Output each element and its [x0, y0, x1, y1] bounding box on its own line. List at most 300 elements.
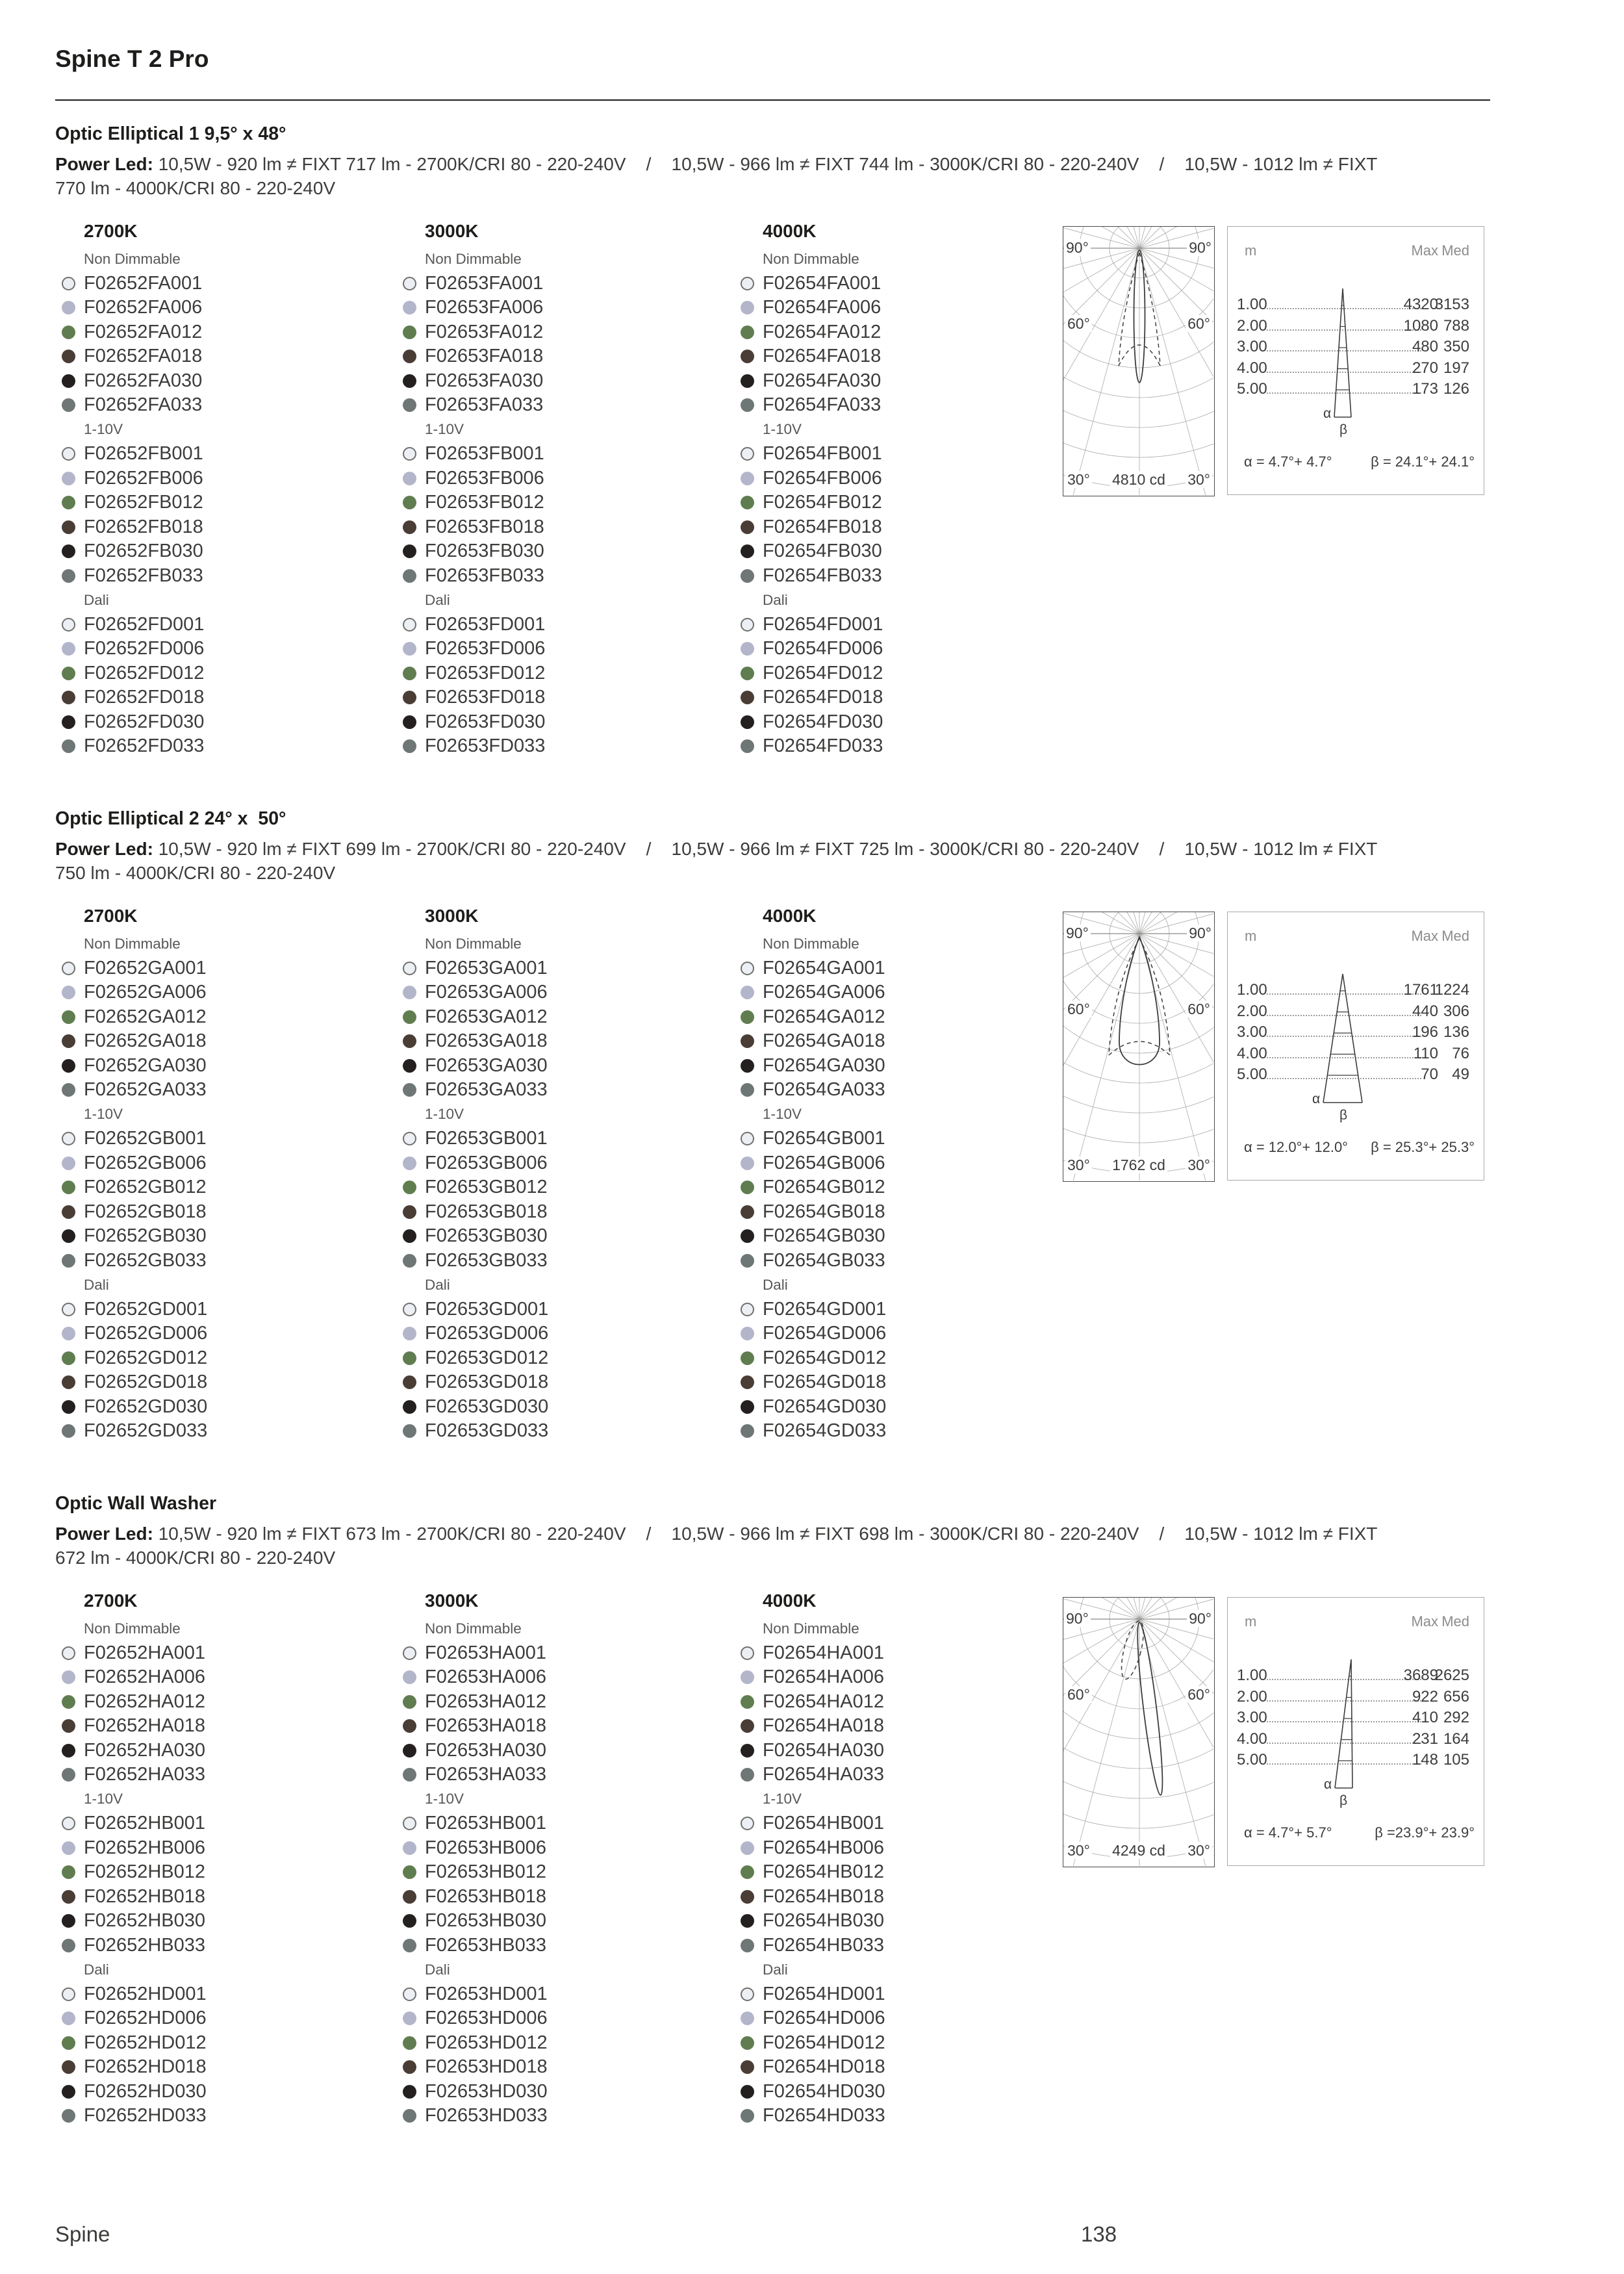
- product-row: [734, 1224, 1046, 1249]
- product-row: [734, 1641, 1046, 1666]
- beta-symbol: β: [1339, 422, 1348, 437]
- product-row: [396, 1370, 708, 1395]
- product-code: F02654HA006: [763, 1667, 885, 1688]
- finish-dot-033: [741, 1254, 754, 1268]
- product-row: [55, 539, 367, 564]
- finish-dot-018: [741, 1034, 754, 1048]
- product-row: [396, 1224, 708, 1249]
- product-code: F02654GB033: [763, 1249, 885, 1271]
- product-row: [396, 1836, 708, 1861]
- finish-dot-012: [741, 326, 754, 339]
- max-value: 410: [1412, 1709, 1438, 1726]
- angle-label-90-right: 90°: [1187, 925, 1213, 941]
- product-code: F02652GB006: [84, 1152, 207, 1173]
- temp-column-3000K: [396, 1591, 708, 2128]
- product-code: F02653GA012: [425, 1006, 548, 1027]
- finish-dot-012: [62, 1181, 75, 1194]
- product-row: [396, 296, 708, 320]
- finish-dot-033: [403, 569, 416, 583]
- product-row: [55, 393, 367, 418]
- product-code: F02653GA030: [425, 1054, 548, 1076]
- finish-dot-001: [62, 1646, 75, 1660]
- product-code: F02653HB030: [425, 1910, 547, 1932]
- product-row: [55, 1054, 367, 1079]
- product-row: [396, 344, 708, 369]
- product-code: F02652HD030: [84, 2080, 207, 2102]
- power-led-values: 10,5W - 920 lm ≠ FIXT 717 lm - 2700K/CRI 80 - 220-240V / 10,5W - 966 lm ≠ FIXT 744 lm - 3000K/CRI 80 - 220-240V / 10,5W - 1012 lm ≠ FIXT: [158, 154, 1378, 174]
- product-code: F02654GB006: [763, 1152, 885, 1173]
- max-value: 270: [1412, 359, 1438, 377]
- product-code: F02652GB012: [84, 1177, 207, 1198]
- temp-header: 3000K: [425, 1591, 479, 1611]
- product-row: [55, 613, 367, 637]
- finish-dot-033: [403, 1939, 416, 1952]
- angle-label-90-right: 90°: [1187, 239, 1213, 256]
- finish-dot-033: [741, 569, 754, 583]
- meter-value: 2.00: [1237, 1687, 1267, 1706]
- finish-dot-001: [403, 1646, 416, 1660]
- meter-value: 1.00: [1237, 1667, 1267, 1684]
- product-code: F02652FD033: [84, 735, 205, 757]
- meter-column-header: m: [1245, 242, 1257, 259]
- product-code: F02654FB033: [763, 565, 882, 586]
- product-row: [55, 1175, 367, 1200]
- product-row: [55, 1322, 367, 1346]
- product-row: [55, 1836, 367, 1861]
- meter-value: 2.00: [1237, 1002, 1267, 1020]
- finish-dot-012: [62, 326, 75, 339]
- finish-dot-012: [741, 2036, 754, 2050]
- product-row: [396, 710, 708, 735]
- product-row: [734, 1078, 1046, 1103]
- product-code: F02653HD001: [425, 1983, 548, 2004]
- finish-dot-030: [403, 715, 416, 729]
- finish-dot-033: [403, 739, 416, 753]
- product-code: F02653GD018: [425, 1372, 549, 1393]
- finish-dot-001: [741, 1303, 754, 1316]
- product-row: [55, 637, 367, 661]
- finish-dot-018: [741, 2060, 754, 2074]
- finish-dot-033: [403, 1254, 416, 1268]
- product-code: F02652FD030: [84, 711, 205, 732]
- meter-value: 1.00: [1237, 296, 1267, 313]
- product-row: [734, 320, 1046, 345]
- dimming-group-label: 1-10V: [763, 1791, 802, 1808]
- dimming-group-label: Dali: [425, 1961, 450, 1978]
- product-code: F02652GA001: [84, 957, 207, 978]
- finish-dot-030: [403, 2085, 416, 2099]
- product-row: [734, 1200, 1046, 1225]
- product-row: [396, 466, 708, 491]
- product-row: [55, 1078, 367, 1103]
- product-code: F02652FA018: [84, 346, 203, 367]
- angle-label-90-left: 90°: [1064, 925, 1091, 941]
- product-row: [734, 1665, 1046, 1690]
- product-row: [396, 1419, 708, 1444]
- finish-dot-030: [403, 1059, 416, 1073]
- product-code: F02652FA012: [84, 321, 203, 342]
- power-led-line1: [55, 152, 1377, 176]
- product-code: F02652GA006: [84, 982, 207, 1003]
- product-row: [734, 515, 1046, 540]
- finish-dot-030: [62, 374, 75, 388]
- product-code: F02653GA018: [425, 1030, 548, 1052]
- dimming-group-label: Dali: [84, 1961, 109, 1978]
- product-code: F02653FD012: [425, 662, 546, 683]
- finish-dot-001: [403, 618, 416, 632]
- product-row: [55, 564, 367, 589]
- finish-dot-012: [403, 1865, 416, 1879]
- product-row: [55, 1151, 367, 1176]
- product-code: F02654HB030: [763, 1910, 885, 1932]
- product-row: [55, 1811, 367, 1836]
- med-value: 136: [1443, 1023, 1469, 1041]
- med-column-header: Med: [1441, 1613, 1469, 1629]
- product-code: F02654FA006: [763, 297, 882, 318]
- finish-dot-006: [403, 301, 416, 314]
- product-code: F02653FB033: [425, 565, 544, 586]
- product-row: [396, 1054, 708, 1079]
- product-row: [396, 1690, 708, 1715]
- finish-dot-033: [62, 1768, 75, 1782]
- dimming-group-label: Dali: [84, 1276, 109, 1293]
- product-code: F02654FA012: [763, 321, 882, 342]
- product-code: F02653HD012: [425, 2032, 548, 2053]
- temp-header: 4000K: [763, 221, 817, 241]
- finish-dot-018: [403, 520, 416, 534]
- power-led-label: Power Led:: [55, 154, 153, 174]
- finish-dot-001: [741, 277, 754, 290]
- finish-dot-018: [403, 1034, 416, 1048]
- finish-dot-006: [62, 1670, 75, 1684]
- angle-label-30-left: 30°: [1065, 1156, 1092, 1173]
- product-row: [55, 1346, 367, 1371]
- product-row: [55, 710, 367, 735]
- med-value: 656: [1443, 1687, 1469, 1706]
- product-row: [396, 980, 708, 1005]
- product-code: F02653GD030: [425, 1396, 549, 1417]
- meter-value: 1.00: [1237, 981, 1267, 999]
- finish-dot-006: [62, 472, 75, 485]
- product-row: [734, 613, 1046, 637]
- product-code: F02653FA006: [425, 297, 544, 318]
- product-code: F02654HA018: [763, 1715, 885, 1737]
- product-code: F02652GA033: [84, 1079, 207, 1101]
- product-code: F02653FB006: [425, 467, 544, 489]
- product-row: [55, 344, 367, 369]
- product-row: [734, 661, 1046, 686]
- product-code: F02653FB012: [425, 492, 544, 513]
- product-code: F02653FB001: [425, 443, 544, 465]
- finish-dot-012: [741, 1865, 754, 1879]
- power-led-values: 10,5W - 920 lm ≠ FIXT 699 lm - 2700K/CRI 80 - 220-240V / 10,5W - 966 lm ≠ FIXT 725 lm - 3000K/CRI 80 - 220-240V / 10,5W - 1012 lm ≠ FIXT: [158, 839, 1378, 859]
- meter-value: 5.00: [1237, 380, 1267, 398]
- finish-dot-033: [62, 1939, 75, 1952]
- product-code: F02652GD018: [84, 1372, 208, 1393]
- product-code: F02654GA030: [763, 1054, 885, 1076]
- finish-dot-012: [62, 1865, 75, 1879]
- product-code: F02654FA001: [763, 272, 882, 294]
- product-row: [734, 539, 1046, 564]
- product-row: [396, 1739, 708, 1763]
- product-code: F02652FA033: [84, 394, 203, 416]
- product-row: [734, 1419, 1046, 1444]
- product-code: F02652HA001: [84, 1642, 206, 1663]
- product-code: F02652GD033: [84, 1420, 208, 1442]
- finish-dot-033: [741, 1424, 754, 1438]
- product-code: F02653GB033: [425, 1249, 548, 1271]
- product-code: F02652FA006: [84, 297, 203, 318]
- med-value: 292: [1443, 1709, 1469, 1726]
- max-value: 70: [1421, 1066, 1438, 1083]
- polar-grid: [1063, 227, 1213, 498]
- finish-dot-018: [62, 350, 75, 363]
- angle-label-90-right: 90°: [1187, 1610, 1213, 1627]
- meter-value: 4.00: [1237, 1730, 1267, 1748]
- product-row: [734, 1982, 1046, 2007]
- product-row: [396, 1151, 708, 1176]
- product-code: F02652FD006: [84, 638, 205, 659]
- product-row: [734, 1054, 1046, 1079]
- product-code: F02654HD001: [763, 1983, 885, 2004]
- product-code: F02653HA001: [425, 1642, 547, 1663]
- polar-grid: [1063, 912, 1213, 1184]
- product-code: F02653GB018: [425, 1201, 548, 1222]
- finish-dot-033: [741, 1939, 754, 1952]
- meter-column-header: m: [1245, 1613, 1257, 1629]
- product-code: F02654GA006: [763, 982, 885, 1003]
- med-value: 306: [1443, 1002, 1469, 1020]
- power-led-line2: 770 lm - 4000K/CRI 80 - 220-240V: [55, 178, 336, 198]
- finish-dot-001: [403, 1817, 416, 1830]
- cone-diagram: [1312, 949, 1377, 1111]
- finish-dot-030: [741, 544, 754, 558]
- product-code: F02652FB001: [84, 443, 203, 465]
- dimming-group-label: Non Dimmable: [763, 1620, 859, 1637]
- alpha-equation: α = 4.7°+ 5.7°: [1244, 1824, 1332, 1841]
- product-code: F02652GA030: [84, 1054, 207, 1076]
- cone-diagram: [1312, 263, 1377, 426]
- product-row: [734, 734, 1046, 759]
- finish-dot-033: [403, 1768, 416, 1782]
- product-row: [55, 1029, 367, 1054]
- finish-dot-001: [741, 1646, 754, 1660]
- temp-column-2700K: [55, 221, 367, 759]
- med-value: 197: [1443, 359, 1469, 377]
- product-code: F02652FB033: [84, 565, 203, 586]
- product-row: [55, 2006, 367, 2031]
- finish-dot-012: [62, 667, 75, 680]
- dimming-group-label: Non Dimmable: [425, 1620, 522, 1637]
- product-row: [734, 369, 1046, 394]
- product-code: F02652HD012: [84, 2032, 207, 2053]
- finish-dot-018: [403, 691, 416, 704]
- product-code: F02654GD006: [763, 1323, 887, 1344]
- product-row: [55, 1419, 367, 1444]
- header-divider: [55, 99, 1490, 101]
- finish-dot-012: [62, 496, 75, 509]
- product-code: F02652FB018: [84, 516, 203, 537]
- finish-dot-012: [62, 1695, 75, 1709]
- dimming-group-label: Non Dimmable: [84, 935, 181, 952]
- max-value: 1761: [1403, 981, 1438, 999]
- product-code: F02652HA030: [84, 1739, 206, 1761]
- finish-dot-033: [741, 398, 754, 412]
- product-code: F02654HD033: [763, 2105, 885, 2127]
- product-code: F02652HA033: [84, 1764, 206, 1785]
- beta-equation: β = 24.1°+ 24.1°: [1371, 454, 1475, 470]
- product-code: F02652GA012: [84, 1006, 207, 1027]
- product-code: F02652HB006: [84, 1837, 206, 1858]
- finish-dot-006: [403, 1841, 416, 1855]
- finish-dot-030: [403, 374, 416, 388]
- section-heading: Optic Elliptical 2 24° x 50°: [55, 808, 286, 829]
- beta-symbol: β: [1339, 1108, 1348, 1123]
- finish-dot-001: [62, 1987, 75, 2001]
- product-code: F02652HD018: [84, 2056, 207, 2078]
- product-row: [55, 296, 367, 320]
- product-row: [734, 685, 1046, 710]
- finish-dot-001: [403, 1303, 416, 1316]
- product-code: F02652FD018: [84, 687, 205, 708]
- product-row: [396, 369, 708, 394]
- finish-dot-030: [741, 1400, 754, 1414]
- product-code: F02653GB001: [425, 1128, 548, 1149]
- product-row: [734, 637, 1046, 661]
- finish-dot-030: [62, 1744, 75, 1757]
- dimming-group-label: Dali: [763, 1276, 788, 1293]
- finish-dot-030: [62, 1400, 75, 1414]
- max-column-header: Max: [1411, 928, 1438, 944]
- product-row: [55, 1224, 367, 1249]
- finish-dot-001: [62, 1817, 75, 1830]
- power-led: [55, 1522, 1377, 1570]
- max-value: 440: [1412, 1002, 1438, 1020]
- product-code: F02654HB006: [763, 1837, 885, 1858]
- finish-dot-033: [741, 739, 754, 753]
- product-code: F02653FD018: [425, 687, 546, 708]
- product-code: F02652HB012: [84, 1861, 206, 1883]
- finish-dot-012: [403, 1695, 416, 1709]
- product-code: F02654HD012: [763, 2032, 885, 2053]
- temp-header: 2700K: [84, 906, 138, 926]
- cone-diagram: [1312, 1634, 1377, 1796]
- product-row: [396, 1346, 708, 1371]
- product-code: F02653HB012: [425, 1861, 547, 1883]
- product-code: F02653GD001: [425, 1298, 549, 1320]
- max-value: 922: [1412, 1687, 1438, 1706]
- product-row: [396, 1641, 708, 1666]
- finish-dot-018: [741, 520, 754, 534]
- angle-label-60-right: 60°: [1186, 315, 1212, 332]
- product-row: [55, 980, 367, 1005]
- angle-label-90-left: 90°: [1064, 1610, 1091, 1627]
- product-row: [55, 1763, 367, 1787]
- footer-page-number: 138: [1081, 2222, 1117, 2246]
- product-row: [396, 734, 708, 759]
- product-row: [396, 1714, 708, 1739]
- product-code: F02653GD006: [425, 1323, 549, 1344]
- product-code: F02654HD018: [763, 2056, 885, 2078]
- finish-dot-006: [403, 1327, 416, 1340]
- product-code: F02654HB033: [763, 1934, 885, 1956]
- product-code: F02653GA001: [425, 957, 548, 978]
- finish-dot-012: [403, 2036, 416, 2050]
- product-code: F02653FD030: [425, 711, 546, 732]
- product-row: [734, 1934, 1046, 1958]
- finish-dot-030: [62, 2085, 75, 2099]
- finish-dot-030: [62, 715, 75, 729]
- product-code: F02654FA030: [763, 370, 882, 391]
- finish-dot-030: [403, 544, 416, 558]
- finish-dot-030: [741, 1229, 754, 1243]
- product-row: [734, 1249, 1046, 1273]
- product-row: [396, 2031, 708, 2056]
- angle-label-30-right: 30°: [1186, 1156, 1212, 1173]
- product-row: [55, 442, 367, 466]
- finish-dot-006: [403, 472, 416, 485]
- finish-dot-012: [403, 326, 416, 339]
- product-row: [55, 685, 367, 710]
- finish-dot-012: [741, 1010, 754, 1024]
- finish-dot-018: [741, 1890, 754, 1904]
- beta-equation: β = 25.3°+ 25.3°: [1371, 1139, 1475, 1155]
- med-value: 126: [1443, 380, 1469, 398]
- product-code: F02654FB012: [763, 492, 882, 513]
- dimming-group-label: Non Dimmable: [84, 1620, 181, 1637]
- product-code: F02654FB030: [763, 541, 882, 562]
- product-code: F02654GB012: [763, 1177, 885, 1198]
- product-code: F02654FA018: [763, 346, 882, 367]
- polar-diagram: [1063, 912, 1215, 1182]
- product-row: [55, 272, 367, 296]
- finish-dot-030: [403, 1400, 416, 1414]
- product-code: F02654GA033: [763, 1079, 885, 1101]
- angle-label-60-right: 60°: [1186, 1686, 1212, 1703]
- dimming-group-label: 1-10V: [763, 421, 802, 438]
- dimming-group-label: Dali: [763, 591, 788, 608]
- finish-dot-030: [62, 1229, 75, 1243]
- finish-dot-018: [62, 1034, 75, 1048]
- finish-dot-001: [403, 447, 416, 461]
- product-code: F02654HA033: [763, 1764, 885, 1785]
- temp-header: 2700K: [84, 221, 138, 241]
- finish-dot-018: [62, 1890, 75, 1904]
- dimming-group-label: Non Dimmable: [84, 250, 181, 267]
- product-code: F02652HB033: [84, 1934, 206, 1956]
- product-code: F02652HD006: [84, 2008, 207, 2029]
- finish-dot-018: [62, 2060, 75, 2074]
- product-row: [734, 1690, 1046, 1715]
- finish-dot-033: [741, 1768, 754, 1782]
- product-code: F02654GD001: [763, 1298, 887, 1320]
- product-row: [396, 956, 708, 981]
- product-code: F02652FD012: [84, 662, 205, 683]
- temp-column-4000K: [734, 906, 1046, 1444]
- product-code: F02654FD030: [763, 711, 883, 732]
- polar-grid: [1063, 1598, 1213, 1869]
- finish-dot-018: [62, 1205, 75, 1219]
- meter-value: 5.00: [1237, 1066, 1267, 1083]
- product-row: [396, 1811, 708, 1836]
- finish-dot-006: [403, 642, 416, 656]
- product-code: F02653GA006: [425, 982, 548, 1003]
- product-code: F02652HB001: [84, 1813, 206, 1834]
- temp-header: 4000K: [763, 906, 817, 926]
- temp-column-3000K: [396, 906, 708, 1444]
- product-code: F02654GB018: [763, 1201, 885, 1222]
- finish-dot-001: [403, 1132, 416, 1145]
